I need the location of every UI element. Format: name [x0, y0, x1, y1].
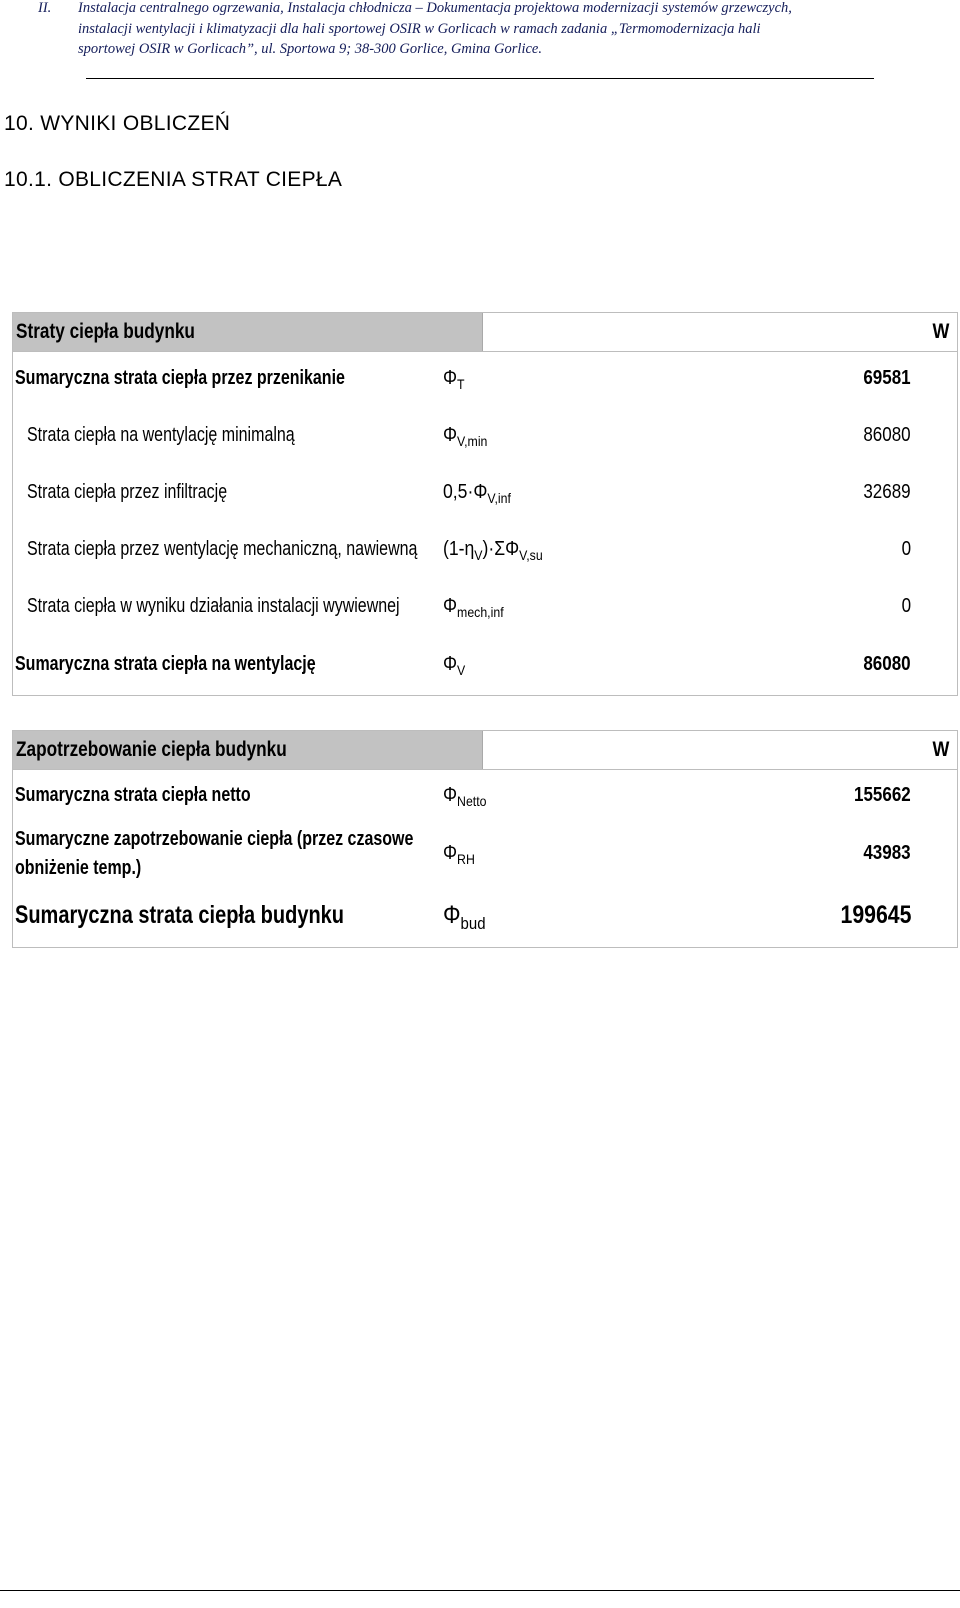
table-row	[13, 538, 957, 568]
chapter-number: II.	[38, 0, 52, 16]
row-value: 155662	[854, 784, 911, 806]
row-symbol: $\Phi_V$	[443, 653, 466, 678]
footer-divider	[0, 1590, 960, 1591]
row-value: 199645	[840, 901, 911, 929]
row-label: Strata ciepła w wyniku działania instalacji wywiewnej	[27, 595, 400, 617]
subsection-title: 10.1. OBLICZENIA STRAT CIEPŁA	[4, 168, 343, 191]
row-symbol: $\Phi_{V,min}$	[443, 424, 488, 449]
table-row	[13, 784, 957, 814]
header-line-3: sportowej OSIR w Gorlicach”, ul. Sportowa 9; 38-300 Gorlice, Gmina Gorlice.	[78, 41, 542, 57]
row-symbol: $(1-\eta_V)\cdot\Sigma\Phi_{V,su}$	[443, 538, 543, 563]
table-row	[13, 653, 957, 683]
row-label: Sumaryczna strata ciepła na wentylację	[15, 653, 316, 675]
table-row	[13, 595, 957, 625]
heat-loss-table	[12, 312, 958, 696]
row-label: Sumaryczna strata ciepła budynku	[15, 901, 345, 929]
row-label: Strata ciepła przez wentylację mechaniczną, nawiewną	[27, 538, 418, 560]
header-line-2: instalacji wentylacji i klimatyzacji dla hali sportowej OSIR w Gorlicach w ramach zadania „Termomodernizacja hali	[78, 21, 761, 37]
row-value: 43983	[863, 842, 911, 864]
row-value: 86080	[863, 653, 911, 675]
row-value: 86080	[863, 424, 911, 446]
table-row	[13, 901, 957, 937]
row-label-line-2: obniżenie temp.)	[15, 857, 142, 879]
row-label: Sumaryczna strata ciepła netto	[15, 784, 251, 806]
header-line-1: Instalacja centralnego ogrzewania, Instalacja chłodnicza – Dokumentacja projektowa modernizacji systemów grzewczych,	[78, 0, 792, 16]
row-label: Strata ciepła na wentylację minimalną	[27, 424, 295, 446]
document-header	[0, 0, 960, 80]
table-title: Zapotrzebowanie ciepła budynku	[13, 731, 483, 769]
table-row	[13, 828, 957, 888]
table-title: Straty ciepła budynku	[13, 313, 483, 351]
unit-label: W	[932, 320, 950, 343]
row-symbol: $\Phi_{Netto}$	[443, 784, 487, 809]
table-row	[13, 424, 957, 454]
header-divider	[86, 78, 874, 79]
row-value: 0	[901, 595, 911, 617]
row-symbol: $\Phi_{RH}$	[443, 842, 475, 867]
heat-demand-table	[12, 730, 958, 948]
row-label: Strata ciepła przez infiltrację	[27, 481, 228, 503]
table-header	[13, 313, 957, 352]
section-title: 10. WYNIKI OBLICZEŃ	[4, 112, 231, 135]
row-value: 69581	[863, 367, 911, 389]
table-header	[13, 731, 957, 770]
row-symbol: $\Phi_{mech,inf}$	[443, 595, 504, 620]
row-label-line-1: Sumaryczne zapotrzebowanie ciepła (przez czasowe	[15, 828, 414, 850]
row-symbol: $0,5\cdot\Phi_{V,inf}$	[443, 481, 511, 506]
row-value: 32689	[863, 481, 911, 503]
row-symbol: $\Phi_T$	[443, 367, 465, 392]
row-value: 0	[901, 538, 911, 560]
table-row	[13, 481, 957, 511]
row-symbol: $\Phi_{bud}$	[443, 901, 486, 933]
table-row	[13, 367, 957, 397]
unit-label: W	[932, 738, 950, 761]
row-label: Sumaryczna strata ciepła przez przenikanie	[15, 367, 345, 389]
